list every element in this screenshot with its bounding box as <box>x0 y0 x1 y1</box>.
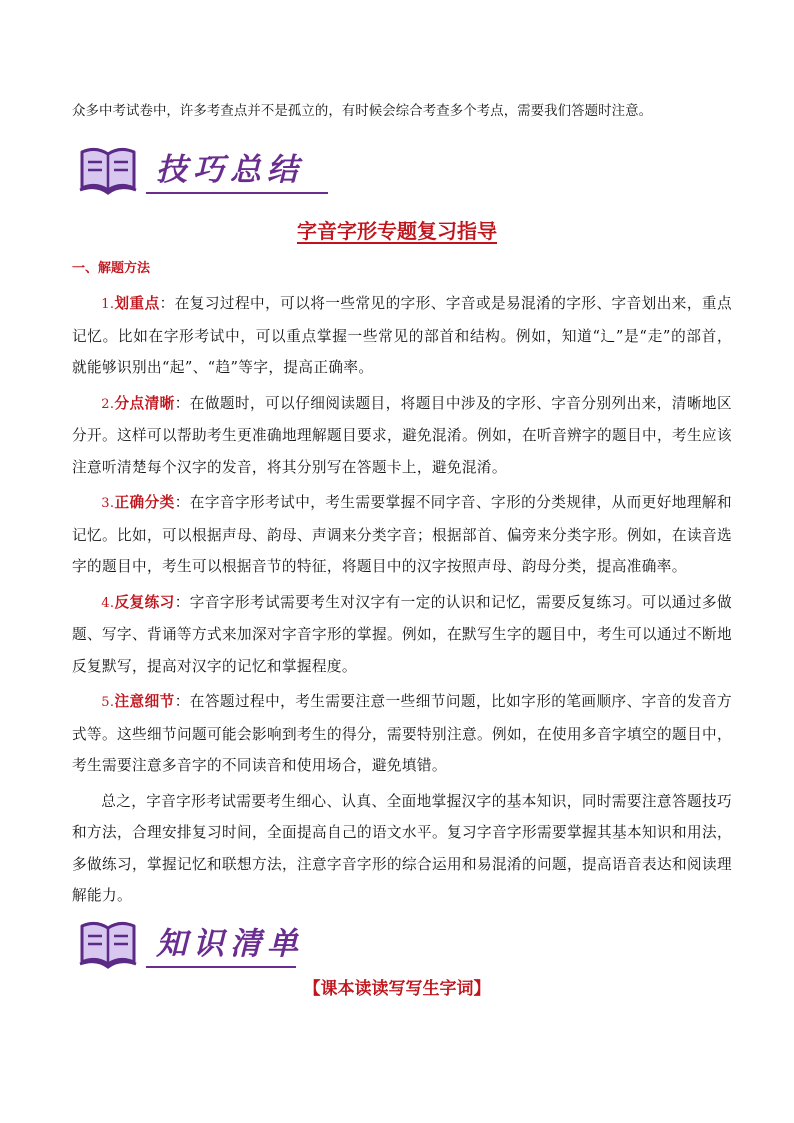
method-item-5 <box>72 686 732 782</box>
intro-text: 众多中考试卷中，许多考查点并不是孤立的，有时候会综合考查多个考点，需要我们答题时注意。 <box>72 104 653 119</box>
word-list-title: 【课本读读写写生字词】 <box>303 979 491 999</box>
item-number: 4. <box>101 595 115 611</box>
item-number: 5. <box>101 695 115 710</box>
banner-underline <box>146 192 328 194</box>
item-text: ：在字音字形考试中，考生需要掌握不同字音、字形的分类规律，从而更好地理解和记忆。比如，可以根据声母、韵母、声调来分类字音；根据部首、偏旁来分类字形。例如，在读音选字的题目中，考生可以根据音节的特征，将题目中的汉字按照声母、韵母分类，提高准确率。 <box>72 494 732 575</box>
banner-knowledge-list <box>78 918 304 974</box>
item-number: 3. <box>101 496 115 511</box>
book-icon <box>78 918 138 970</box>
item-keyword: 分点清晰 <box>114 394 175 412</box>
item-text: ：在答题过程中，考生需要注意一些细节问题，比如字形的笔画顺序、字音的发音方式等。这些细节问题可能会影响到考生的得分，需要特别注意。例如，在使用多音字填空的题目中，考生需要注意多音字的不同读音和使用场合，避免填错。 <box>72 693 732 774</box>
summary-paragraph: 总之，字音字形考试需要考生细心、认真、全面地掌握汉字的基本知识，同时需要注意答题技巧和方法，合理安排复习时间，全面提高自己的语文水平。复习字音字形需要掌握其基本知识和用法，多做练习，掌握记忆和联想方法，注意字音字形的综合运用和易混淆的问题，提高语音表达和阅读理解能力。 <box>72 792 732 904</box>
banner-title: 知识清单 <box>156 926 304 962</box>
item-number: 1. <box>101 297 115 312</box>
item-text: ：字音字形考试需要考生对汉字有一定的认识和记忆，需要反复练习。可以通过多做题、写字、背诵等方式来加深对字音字形的掌握。例如，在默写生字的题目中，考生可以通过不断地反复默写，提高对汉字的记忆和掌握程度。 <box>72 593 732 675</box>
body-text <box>72 288 732 916</box>
item-number: 2. <box>101 396 115 412</box>
item-text: ：在做题时，可以仔细阅读题目，将题目中涉及的字形、字音分别列出来，清晰地区分开。这样可以帮助考生更准确地理解题目要求，避免混淆。例如，在听音辨字的题目中，考生应该注意听清楚每个汉字的发音，将其分别写在答题卡上，避免混淆。 <box>72 394 732 476</box>
method-item-3 <box>72 487 732 583</box>
book-icon <box>78 144 138 196</box>
item-keyword: 正确分类 <box>114 494 175 511</box>
item-keyword: 反复练习 <box>114 593 175 611</box>
item-text: ：在复习过程中，可以将一些常见的字形、字音或是易混淆的字形、字音划出来，重点记忆。比如在字形考试中，可以重点掌握一些常见的部首和结构。例如，知道“辶”是“走”的部首，就能够识别出“起”、“趋”等字，提高正确率。 <box>72 295 732 376</box>
banner-title: 技巧总结 <box>156 152 304 188</box>
section-heading: 一、解题方法 <box>72 261 151 276</box>
item-keyword: 注意细节 <box>114 693 175 710</box>
item-keyword: 划重点 <box>114 295 160 312</box>
banner-underline <box>146 966 296 968</box>
method-item-4 <box>72 587 732 683</box>
document-title <box>0 216 794 246</box>
banner-skill-summary <box>78 144 326 200</box>
method-item-1 <box>72 288 732 384</box>
document-title-text: 字音字形专题复习指导 <box>297 219 497 243</box>
method-item-2 <box>72 388 732 484</box>
